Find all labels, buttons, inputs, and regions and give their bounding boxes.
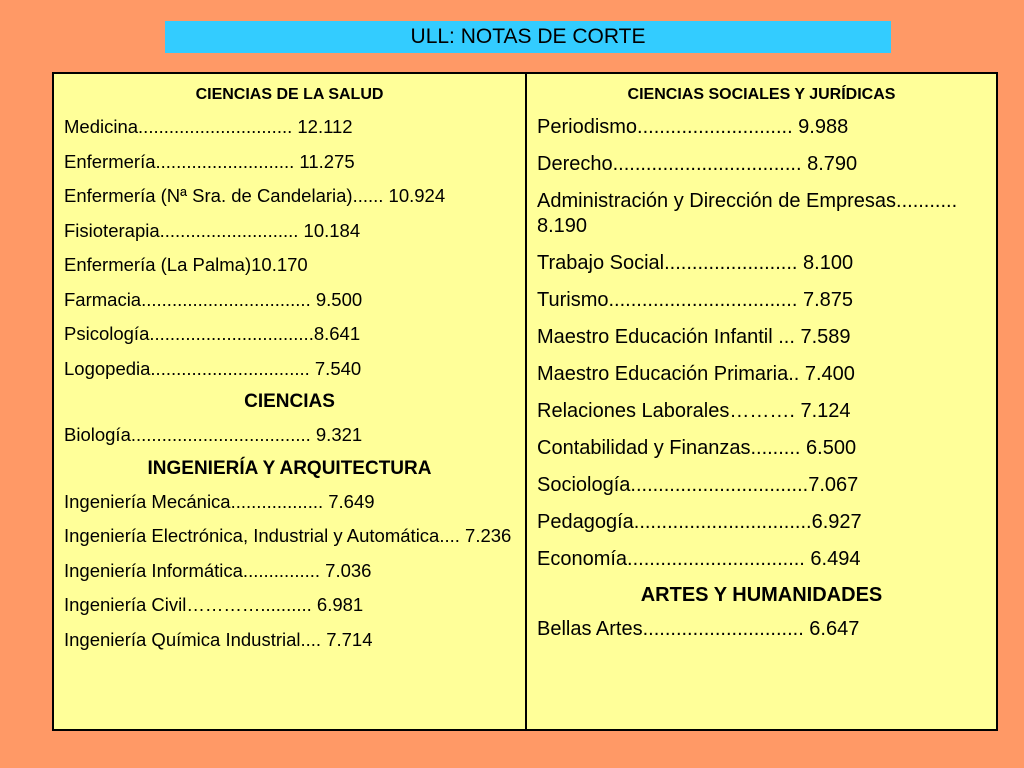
- list-item: Relaciones Laborales………. 7.124: [537, 400, 851, 422]
- list-item: Trabajo Social........................ 8.100: [537, 252, 854, 274]
- list-item: Ingeniería Informática............... 7.036: [64, 559, 372, 581]
- section-header-sociales: CIENCIAS SOCIALES Y JURÍDICAS: [627, 86, 896, 103]
- list-item: Ingeniería Mecánica.................. 7.649: [64, 490, 375, 512]
- list-item: Contabilidad y Finanzas......... 6.500: [537, 437, 857, 459]
- list-item: Enfermería........................... 11.275: [64, 150, 355, 172]
- list-item: Maestro Educación Primaria.. 7.400: [537, 363, 855, 385]
- grades-table: [52, 72, 998, 731]
- list-item: Sociología................................7.067: [537, 474, 859, 496]
- list-item: Ingeniería Química Industrial.... 7.714: [64, 628, 373, 650]
- list-item: Enfermería (La Palma)10.170: [64, 254, 308, 275]
- right-column: [527, 74, 996, 729]
- list-item: Bellas Artes............................. 6.647: [537, 618, 860, 640]
- list-item: Administración y Dirección de Empresas........... 8.190: [537, 190, 958, 237]
- list-item: Periodismo............................ 9.988: [537, 116, 849, 138]
- section-header-ingenieria: INGENIERÍA Y ARQUITECTURA: [147, 457, 432, 479]
- section-header-salud: CIENCIAS DE LA SALUD: [195, 86, 384, 103]
- list-item: Fisioterapia........................... 10.184: [64, 219, 361, 241]
- list-item: Maestro Educación Infantil ... 7.589: [537, 326, 851, 348]
- list-salud: [64, 115, 515, 380]
- list-item: Pedagogía................................6.927: [537, 511, 862, 533]
- list-ingenieria: [64, 490, 515, 651]
- list-item: Medicina.............................. 12.112: [64, 116, 353, 137]
- list-item: Enfermería (Nª Sra. de Candelaria)...... 10.924: [64, 185, 446, 206]
- list-sociales: [537, 115, 986, 572]
- list-item: Logopedia............................... 7.540: [64, 357, 362, 379]
- list-item: Psicología................................8.641: [64, 323, 361, 344]
- list-item: Biología................................... 9.321: [64, 424, 363, 445]
- list-ciencias: [64, 423, 515, 446]
- page-title: ULL: NOTAS DE CORTE: [165, 21, 891, 53]
- list-item: Farmacia................................. 9.500: [64, 288, 363, 310]
- list-item: Derecho.................................. 8.790: [537, 153, 858, 175]
- left-column: [54, 74, 527, 729]
- list-item: Economía................................ 6.494: [537, 548, 861, 570]
- section-header-artes: ARTES Y HUMANIDADES: [640, 584, 883, 606]
- section-header-ciencias: CIENCIAS: [244, 391, 335, 412]
- list-item: Turismo.................................. 7.875: [537, 289, 854, 311]
- list-item: Ingeniería Civil………….......... 6.981: [64, 594, 364, 615]
- list-artes: [537, 617, 986, 642]
- list-item: Ingeniería Electrónica, Industrial y Automática.... 7.236: [64, 525, 512, 546]
